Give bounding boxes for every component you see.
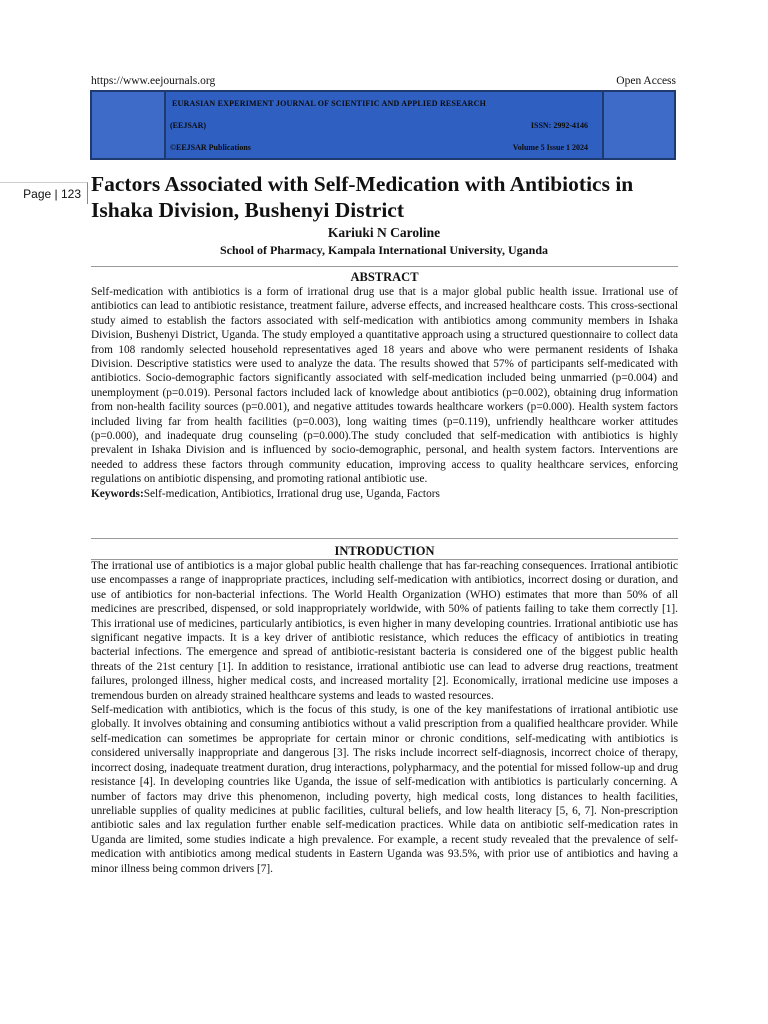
introduction-heading: INTRODUCTION <box>334 544 435 558</box>
introduction-body <box>91 559 678 876</box>
journal-name: EURASIAN EXPERIMENT JOURNAL OF SCIENTIFIC AND APPLIED RESEARCH <box>172 99 487 108</box>
divider <box>91 538 678 539</box>
journal-url[interactable]: https://www.eejournals.org <box>91 75 216 87</box>
journal-abbrev: (EEJSAR) <box>170 121 207 130</box>
issn: ISSN: 2992-4146 <box>530 121 588 130</box>
intro-paragraph: Self-medication with antibiotics, which is the focus of this study, is one of the key manifestations of irrational antibiotic use globally. It involves obtaining and consuming antibiotics without a valid prescription from a qualified healthcare provider. While self-medication can sometimes be appropriate for certain minor or chronic conditions, self-medicating with antibiotics is considered universally inappropriate and dangerous [3]. The risks include incorrect self-diagnosis, incorrect choice of therapy, incorrect dosing, inadequate treatment duration, drug interactions, polypharmacy, and the potential for missed follow-up and drug resistance [4]. In developing countries like Uganda, the issue of self-medication with antibiotics is particularly concerning. A number of factors may drive this phenomenon, including poverty, high medical costs, long distances to health facilities, unreliable supplies of quality medicines at public facilities, cultural beliefs, and low health literacy [5, 6, 7]. Non-prescription antibiotic sales and lax regulation further enable self-medication practices. While data on antibiotic self-medication rates in Uganda are limited, some studies indicate a high prevalence. For example, a recent study revealed that the prevalence of self-medication with antibiotics among medical students in Eastern Uganda was 93.5%, with prior use of antibiotics and having a minor illness being common drivers [7]. <box>91 704 678 875</box>
banner-left-block <box>92 92 164 158</box>
abstract-body <box>91 285 678 501</box>
divider <box>91 266 678 267</box>
open-access-label: Open Access <box>616 75 676 87</box>
keywords-label: Keywords: <box>91 487 144 500</box>
keywords-line <box>91 487 678 501</box>
banner-right-block <box>604 92 674 158</box>
author-affiliation: School of Pharmacy, Kampala International University, Uganda <box>219 243 548 257</box>
abstract-heading: ABSTRACT <box>350 270 419 284</box>
banner-center <box>164 92 604 158</box>
journal-banner <box>90 90 676 160</box>
article-title: Factors Associated with Self-Medication with Antibiotics in Ishaka Division, Bushenyi District <box>91 172 634 222</box>
article-author: Kariuki N Caroline <box>327 225 441 240</box>
keywords-list: Self-medication, Antibiotics, Irrational drug use, Uganda, Factors <box>143 487 440 500</box>
publisher: ©EEJSAR Publications <box>170 143 251 152</box>
page-number: Page | 123 <box>0 182 88 204</box>
volume-issue: Volume 5 Issue 1 2024 <box>512 143 588 152</box>
intro-paragraph: The irrational use of antibiotics is a major global public health challenge that has far-reaching consequences. Irrational antibiotic use encompasses a range of inappropriate practices, including self-medication with antibiotics, incorrect dosing or duration, and use of antibiotics for non-bacterial infections. The World Health Organization (WHO) estimates that more than 50% of all medicines are prescribed, dispensed, or sold inappropriately worldwide, with 50% of patients failing to take them correctly [1]. This irrational use of medicines, particularly antibiotics, is even higher in many developing countries. Irrational antibiotic use has significant negative impacts. It is a key driver of antibiotic resistance, which reduces the efficacy of antibiotics in treating bacterial infections. The emergence and spread of antibiotic-resistant bacteria is considered one of the biggest public health threats of the 21st century [1]. In addition to resistance, irrational antibiotic use can lead to adverse drug reactions, treatment failures, prolonged illness, higher medical costs, and increased mortality [2]. Economically, irrational medicine use imposes a tremendous burden on already strained healthcare systems and leads to wasted resources. <box>91 560 678 702</box>
abstract-text: Self-medication with antibiotics is a form of irrational drug use that is a major global public health issue. Irrational use of antibiotics can lead to antibiotic resistance, treatment failure, adverse effects, and increased healthcare costs. This cross-sectional study aimed to establish the factors associated with self-medication with antibiotics among community members in Ishaka Division, Bushenyi District, Uganda. The study employed a quantitative approach using a structured questionnaire to collect data from 108 randomly selected household representatives aged 18 years and above who were permanent residents of Ishaka Division. Descriptive statistics were used to analyze the data. The results showed that 57% of participants self-medicated with antibiotics. Socio-demographic factors significantly associated with self-medication included being unmarried (p=0.004) and unemployment (p=0.019). Personal factors included lack of knowledge about antibiotics (p=0.002), obtaining drug information from non-health facility sources (p=0.001), and negative attitudes towards healthcare workers (p=0.000). Health system factors included living far from health facilities (p=0.003), long waiting times (p=0.119), unfriendly healthcare worker attitudes (p=0.000), and inadequate drug counseling (p=0.000).The study concluded that self-medication with antibiotics is highly prevalent in Ishaka Division and is influenced by socio-demographic, personal, and health system factors. Interventions are needed to address these factors through community education, improving access to quality healthcare services, enforcing regulations on antibiotic dispensing, and promoting rational antibiotic use. <box>91 286 678 486</box>
